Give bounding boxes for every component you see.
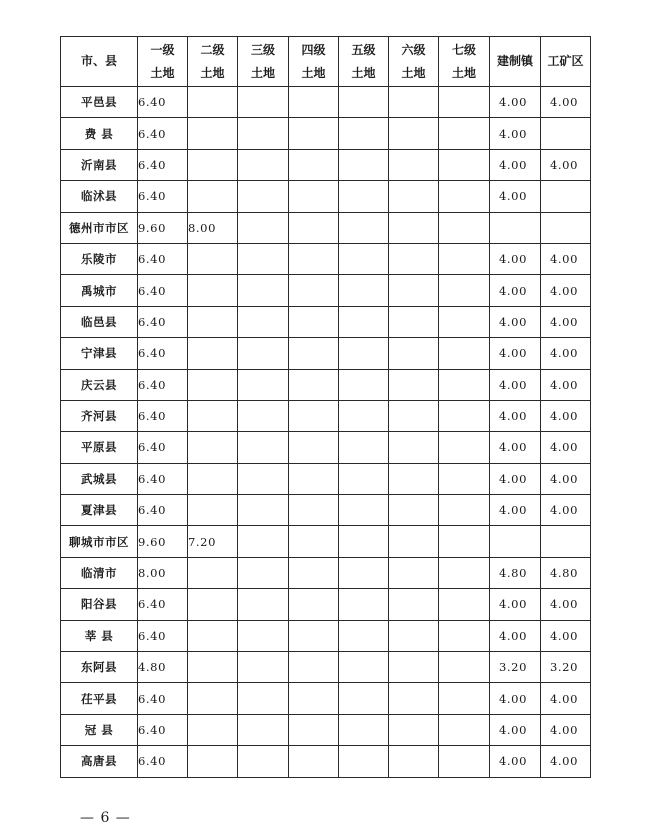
rate-cell: 6.40 — [138, 369, 188, 400]
rate-cell — [289, 652, 339, 683]
rate-cell — [339, 369, 389, 400]
rate-cell — [289, 683, 339, 714]
rate-cell — [188, 463, 238, 494]
rate-cell — [389, 87, 439, 118]
rate-cell: 6.40 — [138, 683, 188, 714]
header-text: 建制镇 — [496, 54, 533, 68]
rate-cell — [541, 212, 591, 243]
region-name-cell: 东阿县 — [61, 652, 138, 683]
header-text: 土地 — [451, 65, 476, 80]
rate-cell — [238, 400, 289, 431]
rate-cell: 4.00 — [490, 338, 541, 369]
rate-cell: 4.00 — [541, 432, 591, 463]
rate-cell — [289, 400, 339, 431]
rate-cell — [389, 369, 439, 400]
region-name-cell: 德州市市区 — [61, 212, 138, 243]
rate-cell: 6.40 — [138, 87, 188, 118]
region-name-cell: 夏津县 — [61, 495, 138, 526]
table-row — [61, 212, 591, 243]
rate-cell — [238, 149, 289, 180]
rate-cell: 6.40 — [138, 620, 188, 651]
rate-cell — [389, 243, 439, 274]
rate-cell — [389, 714, 439, 745]
rate-cell — [439, 369, 490, 400]
rate-cell — [289, 620, 339, 651]
rate-cell: 4.00 — [541, 463, 591, 494]
rate-cell — [289, 463, 339, 494]
rate-cell: 7.20 — [188, 526, 238, 557]
rate-cell — [439, 652, 490, 683]
table-row — [61, 432, 591, 463]
header-text: 四级 — [301, 42, 326, 57]
header-col-2 — [188, 37, 238, 87]
rate-cell — [389, 118, 439, 149]
header-col-1 — [138, 37, 188, 87]
rate-cell — [439, 87, 490, 118]
rate-cell — [238, 620, 289, 651]
region-name-cell: 阳谷县 — [61, 589, 138, 620]
rate-cell: 4.80 — [138, 652, 188, 683]
table-row — [61, 620, 591, 651]
rate-cell — [439, 432, 490, 463]
region-name-cell: 齐河县 — [61, 400, 138, 431]
rate-cell — [389, 526, 439, 557]
region-name-cell: 费 县 — [61, 118, 138, 149]
rate-cell — [289, 432, 339, 463]
rate-cell: 4.00 — [541, 338, 591, 369]
rate-cell — [188, 620, 238, 651]
rate-cell: 4.80 — [490, 557, 541, 588]
rate-cell — [289, 275, 339, 306]
rate-cell: 6.40 — [138, 495, 188, 526]
rate-cell — [238, 495, 289, 526]
region-name-cell: 冠 县 — [61, 714, 138, 745]
header-text: 二级 — [200, 42, 225, 57]
rate-cell — [439, 306, 490, 337]
rate-cell — [439, 495, 490, 526]
table-header-row — [61, 37, 591, 87]
rate-cell — [188, 306, 238, 337]
rate-cell — [490, 526, 541, 557]
rate-cell — [389, 495, 439, 526]
rate-cell — [289, 181, 339, 212]
rate-cell: 9.60 — [138, 526, 188, 557]
rate-cell — [339, 557, 389, 588]
rate-cell — [389, 149, 439, 180]
rate-cell — [339, 118, 389, 149]
rate-cell: 4.00 — [490, 463, 541, 494]
rate-cell — [188, 87, 238, 118]
table-row — [61, 118, 591, 149]
rate-cell — [188, 432, 238, 463]
rate-cell — [238, 746, 289, 777]
region-name-cell: 庆云县 — [61, 369, 138, 400]
region-name-cell: 高唐县 — [61, 746, 138, 777]
rate-cell — [541, 118, 591, 149]
rate-cell — [339, 652, 389, 683]
region-name-cell: 平原县 — [61, 432, 138, 463]
rate-cell — [490, 212, 541, 243]
rate-cell — [439, 683, 490, 714]
rate-cell — [439, 181, 490, 212]
rate-cell: 6.40 — [138, 181, 188, 212]
rate-cell — [188, 338, 238, 369]
rate-cell — [339, 181, 389, 212]
rate-cell: 6.40 — [138, 338, 188, 369]
table-row — [61, 87, 591, 118]
header-text: 工矿区 — [547, 54, 584, 68]
rate-cell: 4.00 — [541, 746, 591, 777]
header-region — [61, 37, 138, 87]
header-text: 七级 — [451, 42, 476, 57]
rate-cell — [188, 275, 238, 306]
header-text: 六级 — [401, 42, 426, 57]
rate-cell — [389, 463, 439, 494]
rate-cell: 4.00 — [541, 243, 591, 274]
rate-cell: 4.00 — [490, 87, 541, 118]
rate-cell: 4.00 — [541, 275, 591, 306]
table-row — [61, 306, 591, 337]
rate-cell: 3.20 — [490, 652, 541, 683]
rate-cell — [339, 526, 389, 557]
rate-cell: 4.00 — [490, 495, 541, 526]
table-row — [61, 714, 591, 745]
table-row — [61, 369, 591, 400]
rate-cell — [389, 432, 439, 463]
rate-cell: 3.20 — [541, 652, 591, 683]
rate-cell — [389, 589, 439, 620]
rate-cell: 4.80 — [541, 557, 591, 588]
rate-cell — [289, 557, 339, 588]
rate-cell — [289, 243, 339, 274]
rate-cell — [541, 526, 591, 557]
header-col-6 — [389, 37, 439, 87]
table-row — [61, 463, 591, 494]
rate-cell: 4.00 — [490, 369, 541, 400]
rate-cell — [339, 275, 389, 306]
rate-cell: 6.40 — [138, 118, 188, 149]
rate-cell — [339, 149, 389, 180]
rate-cell: 4.00 — [490, 714, 541, 745]
region-name-cell: 平邑县 — [61, 87, 138, 118]
header-text: 土地 — [150, 65, 175, 80]
rate-cell — [188, 746, 238, 777]
table-body — [61, 87, 591, 778]
rate-cell — [289, 338, 339, 369]
land-tax-rate-table — [60, 36, 591, 778]
rate-cell — [439, 746, 490, 777]
rate-cell — [289, 526, 339, 557]
rate-cell — [389, 557, 439, 588]
rate-cell — [339, 432, 389, 463]
rate-cell — [238, 683, 289, 714]
rate-cell — [238, 432, 289, 463]
rate-cell — [339, 243, 389, 274]
rate-cell — [188, 243, 238, 274]
rate-cell: 4.00 — [541, 306, 591, 337]
header-text: 土地 — [301, 65, 326, 80]
table-row — [61, 557, 591, 588]
rate-cell — [339, 620, 389, 651]
rate-cell: 4.00 — [541, 400, 591, 431]
rate-cell — [339, 400, 389, 431]
rate-cell — [238, 589, 289, 620]
rate-cell — [238, 118, 289, 149]
table-row — [61, 495, 591, 526]
table-row — [61, 526, 591, 557]
region-name-cell: 临沭县 — [61, 181, 138, 212]
rate-cell — [238, 369, 289, 400]
rate-cell — [339, 87, 389, 118]
rate-cell — [389, 652, 439, 683]
rate-cell — [389, 683, 439, 714]
region-name-cell: 武城县 — [61, 463, 138, 494]
rate-cell — [188, 589, 238, 620]
rate-cell — [389, 275, 439, 306]
rate-cell: 4.00 — [541, 87, 591, 118]
rate-cell: 4.00 — [490, 432, 541, 463]
table-row — [61, 149, 591, 180]
region-name-cell: 禹城市 — [61, 275, 138, 306]
rate-cell — [289, 746, 339, 777]
rate-cell — [188, 495, 238, 526]
rate-cell — [289, 149, 339, 180]
region-name-cell: 聊城市市区 — [61, 526, 138, 557]
header-col-5 — [339, 37, 389, 87]
rate-cell — [188, 149, 238, 180]
rate-cell — [238, 463, 289, 494]
rate-cell: 6.40 — [138, 400, 188, 431]
rate-cell — [339, 463, 389, 494]
rate-cell — [238, 306, 289, 337]
rate-cell: 6.40 — [138, 243, 188, 274]
rate-cell — [339, 714, 389, 745]
table-row — [61, 243, 591, 274]
header-text: 五级 — [351, 42, 376, 57]
rate-cell — [439, 338, 490, 369]
rate-cell — [188, 714, 238, 745]
rate-cell — [188, 118, 238, 149]
table-row — [61, 589, 591, 620]
rate-cell — [188, 181, 238, 212]
rate-cell — [238, 557, 289, 588]
rate-cell: 4.00 — [490, 181, 541, 212]
rate-cell: 4.00 — [490, 589, 541, 620]
rate-cell: 4.00 — [541, 589, 591, 620]
rate-cell — [339, 746, 389, 777]
rate-cell: 9.60 — [138, 212, 188, 243]
rate-cell: 4.00 — [490, 118, 541, 149]
rate-cell — [439, 526, 490, 557]
region-name-cell: 茌平县 — [61, 683, 138, 714]
header-text: 土地 — [250, 65, 275, 80]
rate-cell: 8.00 — [138, 557, 188, 588]
rate-cell: 6.40 — [138, 306, 188, 337]
region-name-cell: 乐陵市 — [61, 243, 138, 274]
rate-cell: 4.00 — [541, 714, 591, 745]
header-text: 土地 — [401, 65, 426, 80]
rate-cell — [439, 118, 490, 149]
rate-cell: 4.00 — [490, 400, 541, 431]
rate-cell — [439, 589, 490, 620]
rate-cell: 4.00 — [541, 149, 591, 180]
rate-cell — [289, 495, 339, 526]
rate-cell — [289, 118, 339, 149]
rate-cell — [389, 400, 439, 431]
rate-cell: 4.00 — [490, 243, 541, 274]
rate-cell — [339, 683, 389, 714]
rate-cell — [439, 557, 490, 588]
rate-cell — [389, 212, 439, 243]
rate-cell — [389, 181, 439, 212]
header-col-4 — [289, 37, 339, 87]
rate-cell — [289, 212, 339, 243]
table-row — [61, 275, 591, 306]
rate-cell — [188, 369, 238, 400]
table-row — [61, 652, 591, 683]
table-row — [61, 181, 591, 212]
rate-cell — [339, 306, 389, 337]
rate-cell: 4.00 — [490, 306, 541, 337]
region-name-cell: 沂南县 — [61, 149, 138, 180]
header-col-7 — [439, 37, 490, 87]
header-text: 一级 — [150, 42, 175, 57]
rate-cell: 6.40 — [138, 463, 188, 494]
rate-cell — [439, 243, 490, 274]
rate-cell — [188, 652, 238, 683]
table-row — [61, 400, 591, 431]
header-text: 三级 — [250, 42, 275, 57]
header-text: 土地 — [351, 65, 376, 80]
rate-cell: 6.40 — [138, 589, 188, 620]
rate-cell — [238, 714, 289, 745]
region-name-cell: 临清市 — [61, 557, 138, 588]
rate-cell — [289, 714, 339, 745]
header-col-9 — [541, 37, 591, 87]
rate-cell — [289, 589, 339, 620]
rate-cell: 4.00 — [490, 683, 541, 714]
rate-cell: 4.00 — [541, 620, 591, 651]
page-number: — 6 — — [80, 810, 131, 826]
region-name-cell: 宁津县 — [61, 338, 138, 369]
rate-cell — [541, 181, 591, 212]
rate-cell — [238, 338, 289, 369]
table-row — [61, 338, 591, 369]
rate-cell — [289, 369, 339, 400]
header-col-3 — [238, 37, 289, 87]
rate-cell — [238, 526, 289, 557]
rate-cell — [238, 87, 289, 118]
rate-cell — [339, 495, 389, 526]
rate-cell: 8.00 — [188, 212, 238, 243]
rate-cell — [238, 243, 289, 274]
region-name-cell: 临邑县 — [61, 306, 138, 337]
rate-cell — [439, 149, 490, 180]
rate-cell: 6.40 — [138, 714, 188, 745]
table-row — [61, 746, 591, 777]
rate-cell — [339, 212, 389, 243]
rate-cell — [439, 275, 490, 306]
rate-cell: 6.40 — [138, 275, 188, 306]
rate-cell: 4.00 — [490, 275, 541, 306]
rate-cell — [188, 400, 238, 431]
rate-cell — [439, 714, 490, 745]
rate-cell: 4.00 — [541, 683, 591, 714]
rate-cell — [389, 338, 439, 369]
rate-cell: 4.00 — [490, 149, 541, 180]
header-text: 市、县 — [80, 54, 117, 68]
region-name-cell: 莘 县 — [61, 620, 138, 651]
rate-cell — [439, 212, 490, 243]
table-row — [61, 683, 591, 714]
rate-cell — [389, 620, 439, 651]
rate-cell — [389, 746, 439, 777]
rate-cell — [339, 589, 389, 620]
rate-cell — [238, 275, 289, 306]
rate-cell — [289, 87, 339, 118]
rate-cell — [339, 338, 389, 369]
header-text: 土地 — [200, 65, 225, 80]
rate-cell — [439, 620, 490, 651]
rate-cell — [238, 212, 289, 243]
rate-cell: 6.40 — [138, 432, 188, 463]
rate-cell — [289, 306, 339, 337]
rate-cell — [389, 306, 439, 337]
rate-cell — [188, 683, 238, 714]
rate-cell — [439, 463, 490, 494]
rate-cell: 4.00 — [490, 746, 541, 777]
rate-cell: 6.40 — [138, 746, 188, 777]
rate-cell: 4.00 — [490, 620, 541, 651]
rate-cell: 6.40 — [138, 149, 188, 180]
rate-cell — [188, 557, 238, 588]
rate-cell — [238, 652, 289, 683]
header-col-8 — [490, 37, 541, 87]
rate-cell: 4.00 — [541, 495, 591, 526]
rate-cell: 4.00 — [541, 369, 591, 400]
rate-cell — [439, 400, 490, 431]
rate-cell — [238, 181, 289, 212]
